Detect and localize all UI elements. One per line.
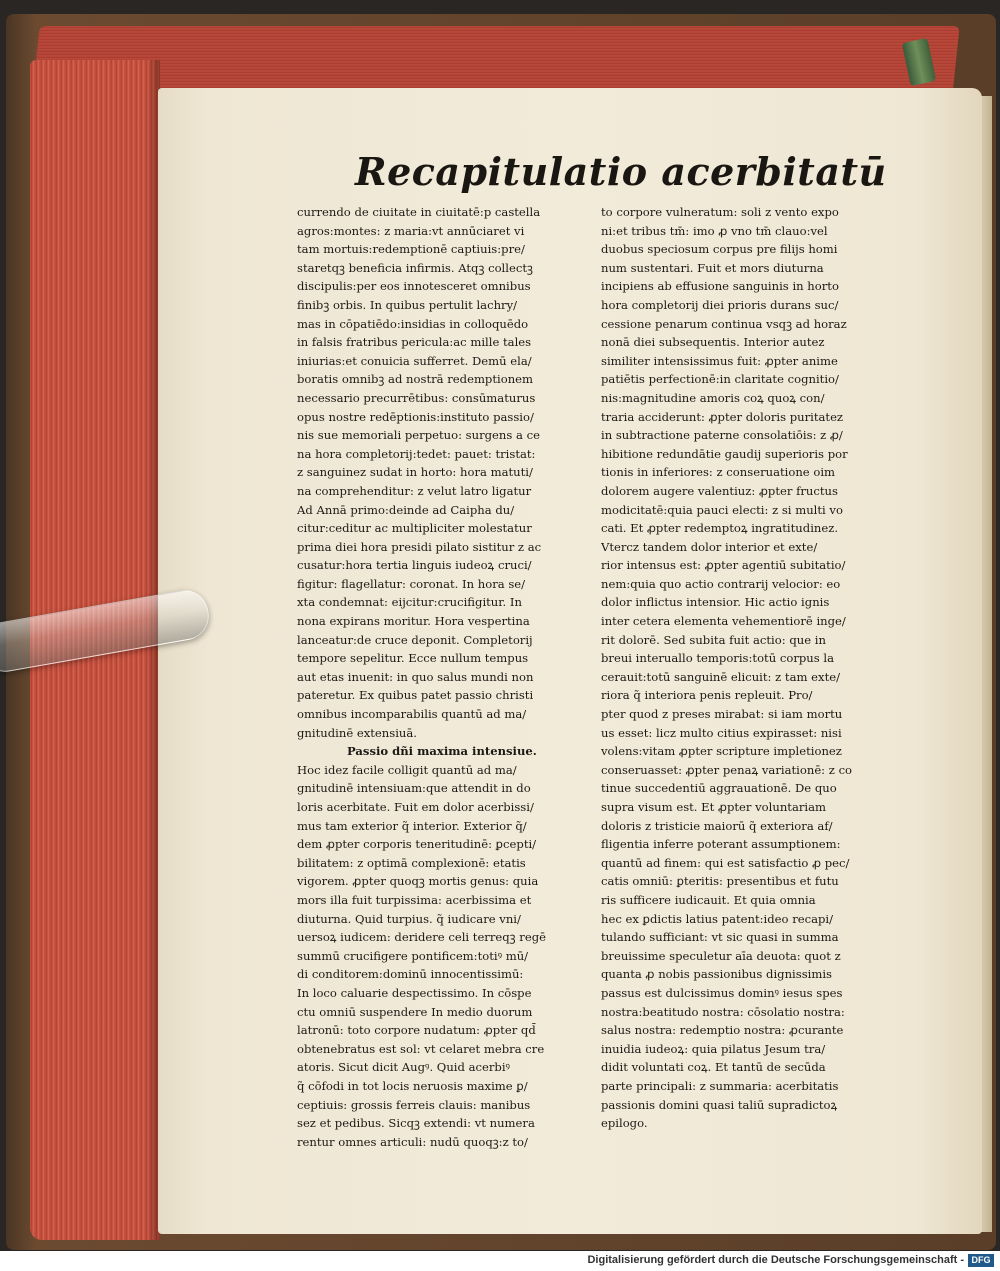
text-line: in subtractione paterne consolatiōis: z ꝓ/: [601, 428, 843, 443]
text-line: rit dolorē. Sed subita fuit actio: que in: [601, 632, 826, 647]
text-line: cati. Et ꝓpter redemptoꝝ ingratitudinez.: [601, 521, 839, 536]
text-line: na hora completorij:tedet: pauet: tristat:: [297, 446, 536, 461]
text-line: supra visum est. Et ꝓpter voluntariam: [601, 800, 827, 814]
text-line: omnibus incomparabilis quantū ad ma/: [297, 707, 527, 722]
text-line: nis:magnitudine amoris coꝝ quoꝝ con/: [601, 390, 825, 405]
text-line: summū crucifigere pontificem:totiꝰ mū/: [297, 948, 529, 963]
text-line: pter quod z preses mirabat: si iam mortu: [601, 707, 843, 722]
text-line: hibitione redundātie gaudij superioris por: [601, 446, 848, 461]
text-line: boratis omnibꝫ ad nostrā redemptionem: [297, 372, 534, 387]
text-line: nonā diei subsequentis. Interior autez: [601, 335, 825, 350]
text-line: inter cetera elementa vehementiorē inge/: [601, 614, 846, 629]
text-line: num sustentari. Fuit et mors diuturna: [601, 260, 824, 275]
text-line: incipiens ab effusione sanguinis in horto: [601, 279, 839, 294]
text-line: riora q̃ interiora penis repleuit. Pro/: [601, 688, 813, 703]
text-line: tulando sufficiant: vt sic quasi in summa: [601, 930, 839, 945]
text-line: tionis in inferiores: z conseruatione oim: [601, 465, 836, 480]
text-line: ni:et tribus tm̄: imo ꝓ vno tm̄ clauo:vel: [601, 223, 828, 238]
text-line: mas in cōpatiēdo:insidias in colloquēdo: [297, 316, 529, 331]
text-line: breui interuallo temporis:totū corpus la: [601, 651, 835, 666]
top-page-edges: [32, 26, 959, 96]
text-line: opus nostre redēptionis:instituto passio/: [297, 409, 534, 424]
funding-credit: Digitalisierung gefördert durch die Deutsche Forschungsgemeinschaft -: [587, 1254, 964, 1266]
text-line: ctu omniū suspendere In medio duorum: [297, 1004, 533, 1019]
text-line: parte principali: z summaria: acerbitatis: [601, 1078, 839, 1093]
text-line: doloris z tristicie maiorū q̃ exteriora af/: [601, 818, 833, 833]
text-line: citur:ceditur ac multipliciter molestatur: [297, 521, 532, 536]
text-line: z sanguinez sudat in horto: hora matuti/: [297, 465, 533, 480]
text-line: finibꝫ orbis. In quibus pertulit lachry/: [297, 297, 518, 312]
text-line: Ad Annā primo:deinde ad Caipha du/: [297, 502, 515, 517]
text-line: ceptiuis: grossis ferreis clauis: manibus: [297, 1097, 531, 1112]
text-line: passus est dulcissimus dominꝰ iesus spes: [601, 985, 843, 1000]
text-line: pateretur. Ex quibus patet passio christi: [297, 688, 534, 703]
text-line: latronū: toto corpore nudatum: ꝓpter qd̄: [297, 1023, 536, 1038]
text-line: cerauit:totū sanguinē elicuit: z tam exte/: [601, 669, 841, 684]
page-title: Recapitulatio acerbitatū: [355, 149, 887, 194]
text-line: nona expirans moritur. Hora vespertina: [297, 614, 530, 629]
text-line: lanceatur:de cruce deponit. Completorij: [297, 632, 533, 647]
text-line: agros:montes: z maria:vt annūciaret vi: [297, 223, 525, 238]
text-line: epilogo.: [601, 1116, 648, 1131]
text-line: prima diei hora presidi pilato sistitur z ac: [297, 539, 542, 554]
text-line: similiter intensissimus fuit: ꝓpter anime: [601, 353, 838, 368]
text-line: cessione penarum continua vsqꝫ ad horaz: [601, 316, 847, 331]
text-line: salus nostra: redemptio nostra: ꝓcurante: [601, 1023, 844, 1038]
text-line: breuissime speculetur aīa deuota: quot z: [601, 948, 841, 963]
text-line: us esset: licz multo citius expirasset: nisi: [601, 725, 842, 740]
text-line: tempore sepelitur. Ecce nullum tempus: [297, 651, 529, 666]
text-line: dem ꝓpter corporis teneritudinē: ꝑcepti/: [297, 837, 537, 852]
text-line: didit voluntati coꝝ. Et tantū de secūda: [601, 1060, 826, 1075]
text-line: staretqꝫ beneficia infirmis. Atqꝫ collectꝫ: [297, 260, 533, 275]
text-line: iniurias:et conuicia sufferret. Demū ela/: [297, 353, 532, 368]
right-text-column: [601, 203, 893, 1133]
text-line: figitur: flagellatur: coronat. In hora se/: [297, 576, 526, 591]
text-line: currendo de ciuitate in ciuitatē:p castella: [297, 205, 541, 219]
text-line: uersoꝝ iudicem: deridere celi terreqꝫ regē: [297, 930, 546, 945]
footer-bar: [0, 1251, 1000, 1271]
text-line: traria acciderunt: ꝓpter doloris puritatez: [601, 409, 844, 424]
text-line: hora completorij diei prioris durans suc/: [601, 297, 839, 312]
text-line: na comprehenditur: z velut latro ligatur: [297, 483, 532, 498]
text-line: nem:quia quo actio contrarij velocior: eo: [601, 576, 841, 591]
text-line: catis omniū: ꝑteritis: presentibus et futu: [601, 874, 839, 889]
text-line: nis sue memoriali perpetuo: surgens a ce: [297, 428, 540, 443]
text-line: Hoc idez facile colligit quantū ad ma/: [297, 762, 517, 777]
text-line: discipulis:per eos innotesceret omnibus: [297, 279, 531, 294]
text-line: in falsis fratribus pericula:ac mille tales: [297, 335, 532, 350]
text-line: aut etas inuenit: in quo salus mundi non: [297, 669, 534, 684]
text-line: loris acerbitate. Fuit em dolor acerbissi/: [297, 800, 534, 814]
text-line: modicitatē:quia pauci electi: z si multi vo: [601, 502, 843, 517]
text-line: rior intensus est: ꝓpter agentiū subitatio/: [601, 558, 846, 573]
text-line: cusatur:hora tertia linguis iudeoꝝ cruci/: [297, 558, 532, 573]
dfg-logo: DFG: [968, 1254, 994, 1267]
text-line: gnitudinē extensiuā.: [297, 725, 417, 740]
text-line: mors illa fuit turpissima: acerbissima et: [297, 892, 532, 907]
text-line: duobus speciosum corpus pre filijs homi: [601, 242, 838, 257]
text-line: q̃ cōfodi in tot locis neruosis maxime ꝑ/: [297, 1078, 528, 1093]
text-line: sez et pedibus. Sicqꝫ extendi: vt numera: [297, 1116, 535, 1131]
text-line: volens:vitam ꝓpter scripture impletionez: [601, 744, 842, 759]
text-line: xta condemnat: eijcitur:crucifigitur. In: [297, 595, 522, 610]
text-line: tinue succedentiū aggrauationē. De quo: [601, 781, 837, 796]
text-line: quanta ꝓ nobis passionibus dignissimis: [601, 967, 833, 982]
section-heading: Passio dñi maxima intensiue.: [347, 744, 537, 759]
text-line: nostra:beatitudo nostra: cōsolatio nostra:: [601, 1004, 845, 1019]
text-line: quantū ad finem: qui est satisfactio ꝓ pec/: [601, 855, 850, 870]
text-line: In loco caluarie despectissimo. In cōspe: [297, 985, 532, 1000]
text-line: diuturna. Quid turpius. q̃ iudicare vni/: [297, 911, 521, 926]
text-line: ris sufficere iudicauit. Et quia omnia: [601, 892, 816, 907]
text-line: bilitatem: z optimā complexionē: etatis: [297, 855, 526, 870]
text-line: passionis domini quasi taliū supradictoꝝ: [601, 1097, 838, 1112]
text-line: to corpore vulneratum: soli z vento expo: [601, 205, 839, 219]
text-line: fligentia inferre poterant assumptionem:: [601, 837, 841, 852]
text-line: necessario precurrētibus: consūmaturus: [297, 390, 536, 405]
text-line: obtenebratus est sol: vt celaret mebra cre: [297, 1041, 545, 1056]
text-line: dolor inflictus intensior. Hic actio ignis: [601, 595, 830, 610]
text-line: inuidia iudeoꝝ: quia pilatus Jesum tra/: [601, 1041, 826, 1056]
text-line: patiētis perfectionē:in claritate cognitio/: [601, 372, 839, 387]
text-line: gnitudinē intensiuam:que attendit in do: [297, 781, 531, 796]
text-line: dolorem augere valentiuz: ꝓpter fructus: [601, 483, 838, 498]
text-line: mus tam exterior q̃ interior. Exterior q̃/: [297, 818, 527, 833]
text-line: di conditorem:dominū innocentissimū:: [297, 967, 524, 982]
text-line: vigorem. ꝓpter quoqꝫ mortis genus: quia: [297, 874, 539, 889]
text-line: hec ex ꝑdictis latius patent:ideo recapi/: [601, 911, 834, 926]
text-line: conseruasset: ꝓpter penaꝝ variationē: z co: [601, 762, 853, 777]
text-line: tam mortuis:redemptionē captiuis:pre/: [297, 242, 525, 257]
text-line: rentur omnes articuli: nudū quoqꝫ:z to/: [297, 1134, 528, 1149]
text-line: atoris. Sicut dicit Augꝰ. Quid acerbiꝰ: [297, 1060, 510, 1075]
text-line: Vtercz tandem dolor interior et exte/: [601, 539, 818, 554]
left-text-column: [297, 203, 593, 1151]
